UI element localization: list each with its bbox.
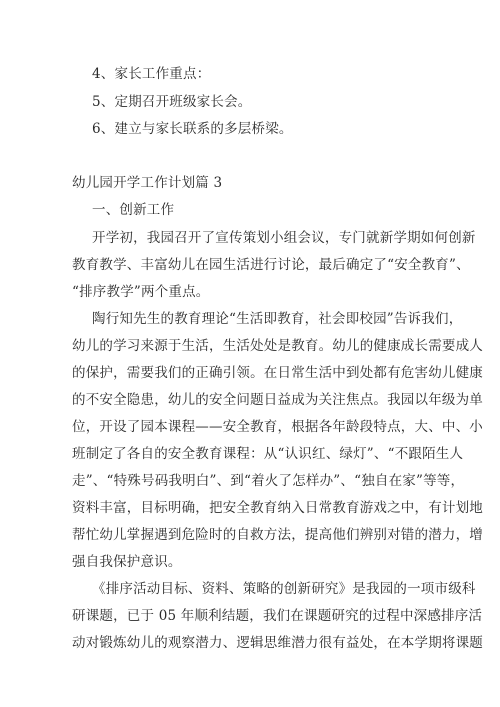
list-item: 4、家长工作重点： <box>92 66 211 82</box>
paragraph-line: 幼儿的学习来源于生活，生活处处是教育。幼儿的健康成长需要成人 <box>72 338 483 354</box>
paragraph-line: 动对锻炼幼儿的观察潜力、逻辑思维潜力很有益处，在本学期将课题 <box>72 635 483 651</box>
paragraph-line: 《排序活动目标、资料、策略的创新研究》是我园的一项市级科 <box>92 581 476 597</box>
paragraph-line: 强自我保护意识。 <box>72 554 182 570</box>
paragraph-line: 班制定了各自的安全教育课程：从“认识红、绿灯”、“不跟陌生人 <box>72 446 464 462</box>
paragraph-line: 开学初，我园召开了宣传策划小组会议，专门就新学期如何创新 <box>92 230 476 246</box>
paragraph-line: 的不安全隐患，幼儿的安全问题日益成为关注焦点。我园以年级为单 <box>72 392 483 408</box>
list-item: 6、建立与家长联系的多层桥梁。 <box>92 121 293 137</box>
paragraph-line: 教育教学、丰富幼儿在园生活进行讨论，最后确定了“安全教育”、 <box>72 257 470 273</box>
paragraph-line: 走”、“特殊号码我明白”、到“着火了怎样办”、“独自在家”等等， <box>72 473 465 489</box>
paragraph-line: “排序教学”两个重点。 <box>72 284 210 300</box>
section-title: 幼儿园开学工作计划篇 3 <box>72 175 223 191</box>
list-item: 5、定期召开班级家长会。 <box>92 94 252 110</box>
paragraph-line: 资料丰富，目标明确，把安全教育纳入日常教育游戏之中，有计划地 <box>72 500 483 516</box>
paragraph-line: 帮忙幼儿掌握遇到危险时的自救方法，提高他们辨别对错的潜力，增 <box>72 527 483 543</box>
heading-innovation-work: 一、创新工作 <box>92 202 175 218</box>
paragraph-line: 的保护，需要我们的正确引领。在日常生活中到处都有危害幼儿健康 <box>72 365 483 381</box>
paragraph-line: 位，开设了园本课程——安全教育，根据各年龄段特点，大、中、小 <box>72 419 483 435</box>
paragraph-line: 研课题，已于 05 年顺利结题，我们在课题研究的过程中深感排序活 <box>72 608 483 624</box>
paragraph-line: 陶行知先生的教育理论“生活即教育，社会即校园”告诉我们， <box>92 311 463 327</box>
